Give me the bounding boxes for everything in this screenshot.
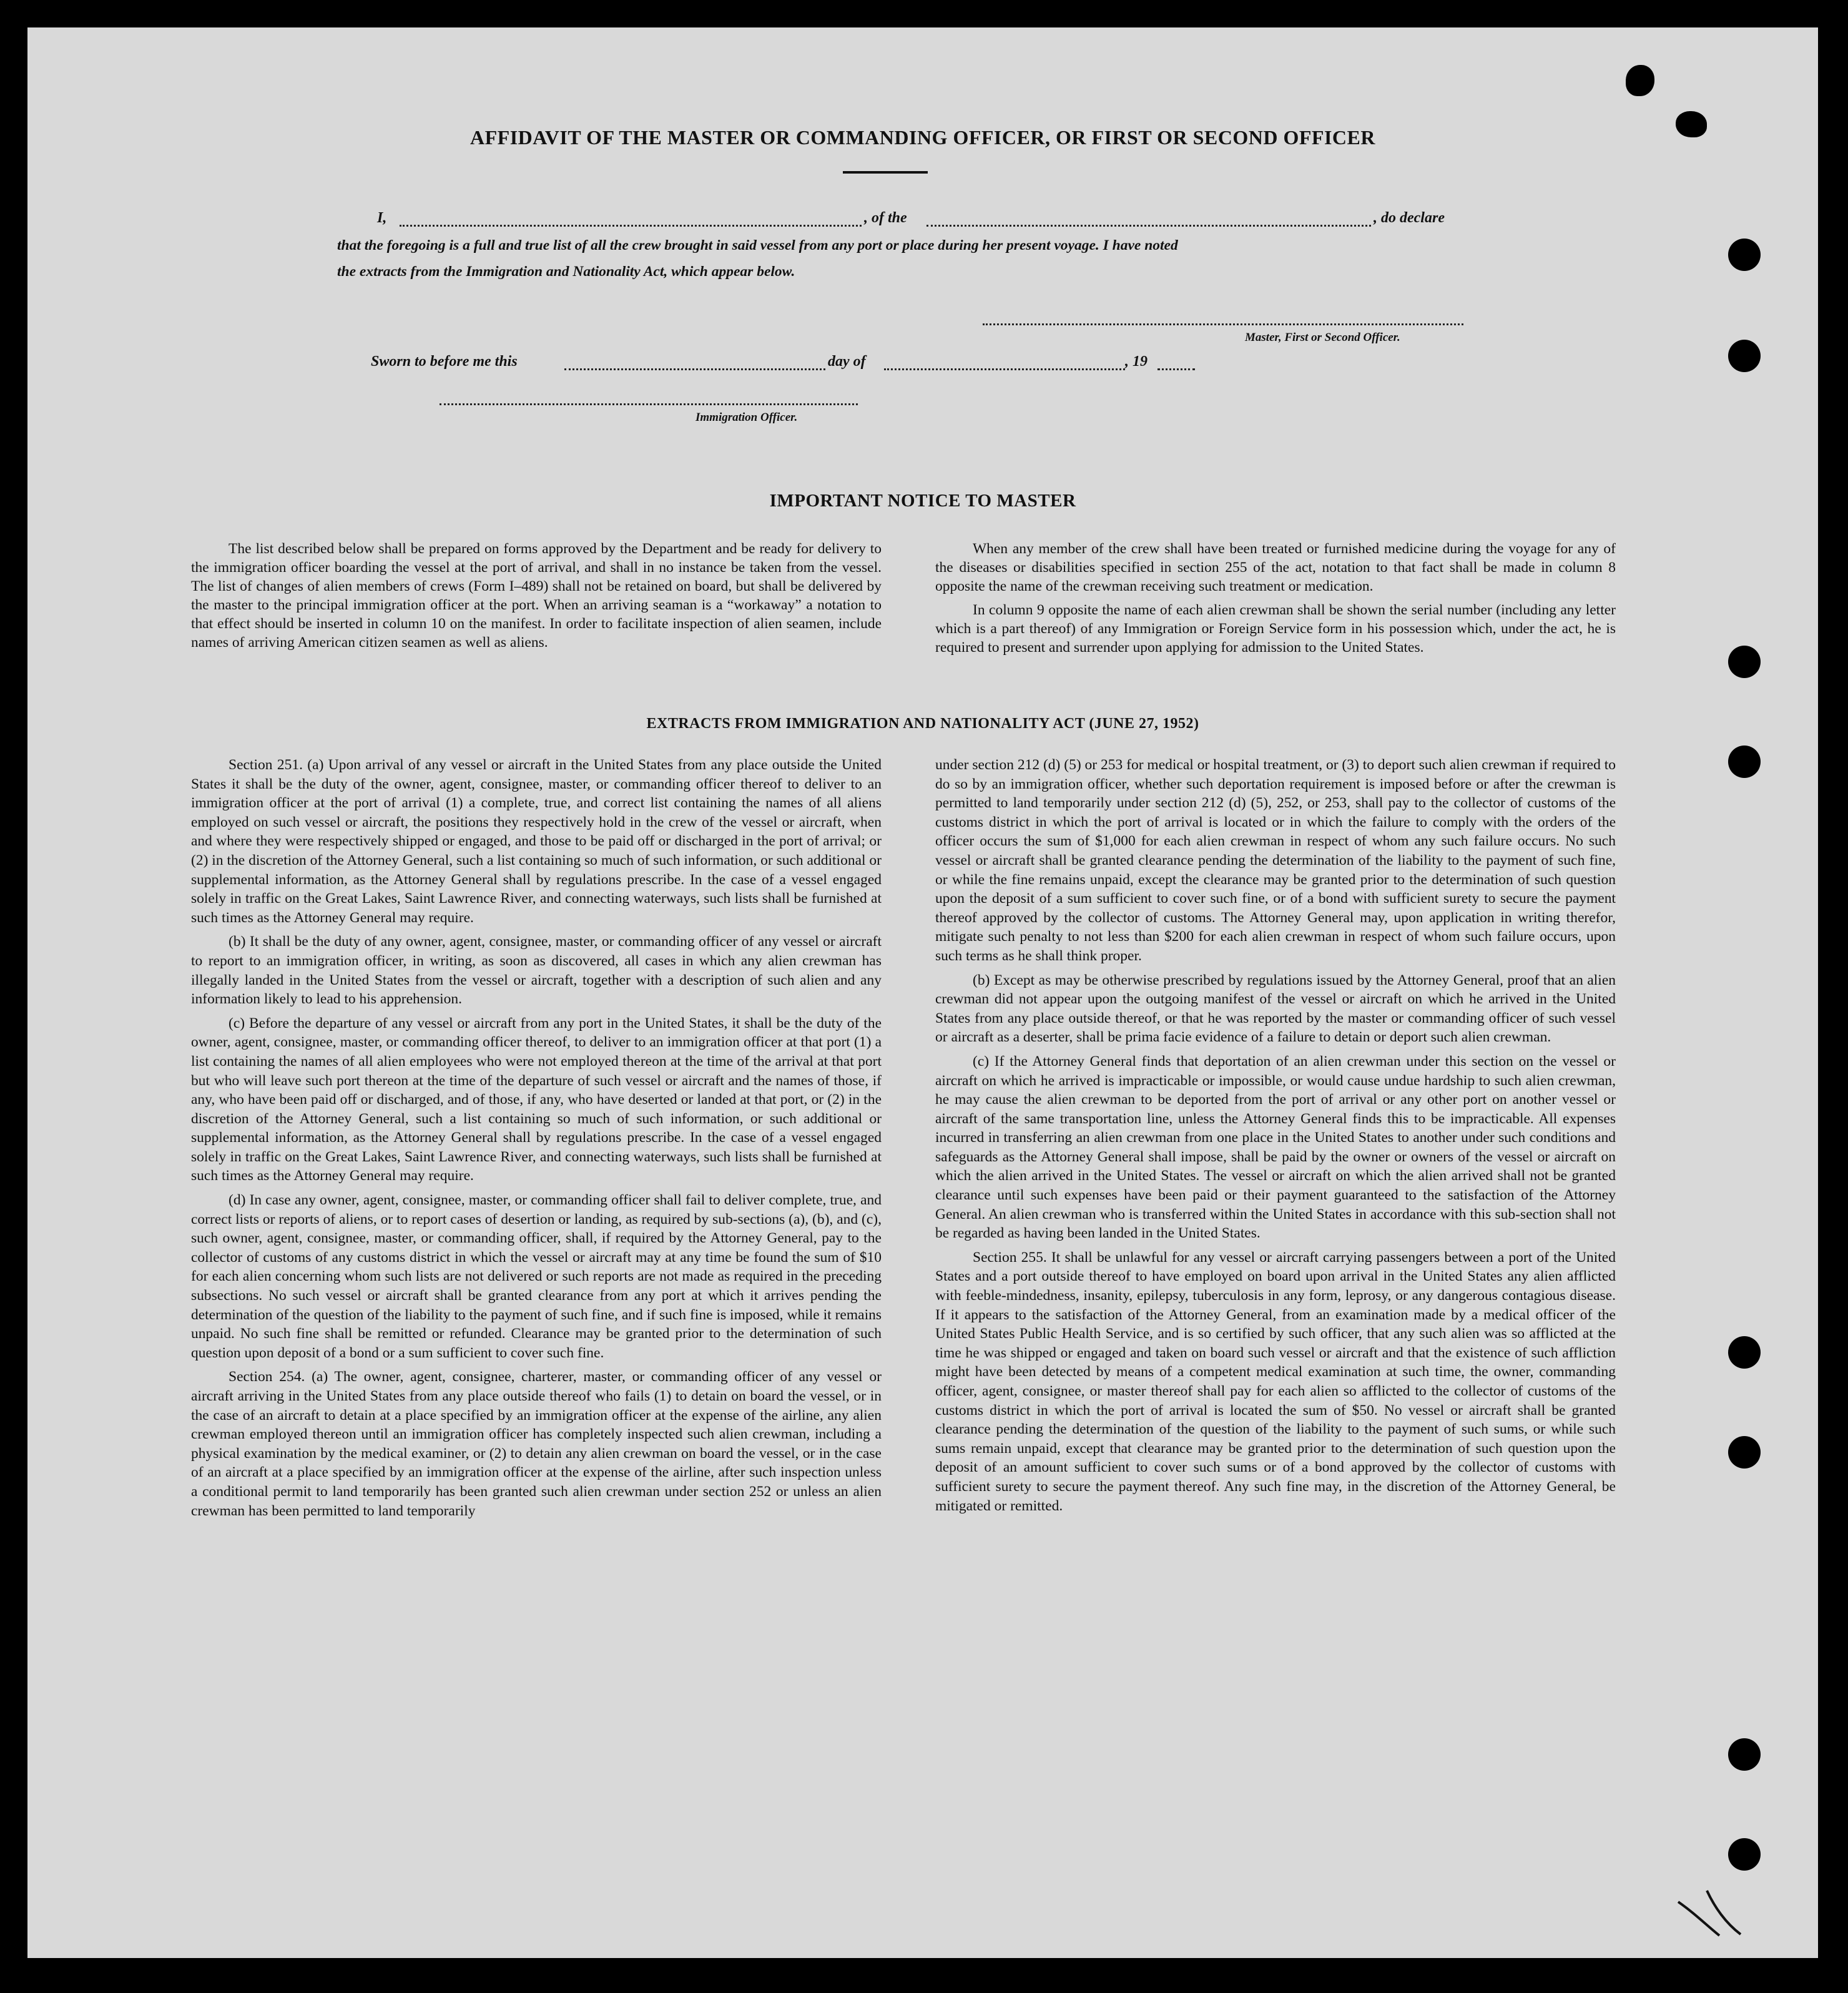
statute-paragraph: (c) Before the departure of any vessel or aircraft from any port in the United States, it shall be the duty of the owner, agent, consignee, master, or commanding officer thereof, to deliver to an immigration officer at that port (1) a list containing the names of all alien employees who were not employed thereon at the time of the arrival at that port but who will leave such port thereon at the time of the departure of such vessel or aircraft and the names of those, if any, who have been paid off or discharged, and of those, if any, who have deserted or landed at that port, or (2) in the discretion of the Attorney General, such a list containing so much of such information, or such additional or supplemental information, as the Attorney General shall by regulations prescribe. In the case of a vessel engaged solely in traffic on the Great Lakes, Saint Lawrence River, and connecting waterways, such lists shall be furnished at such times as the Attorney General may require. <box>191 1015 882 1184</box>
punch-hole-icon <box>1728 746 1761 778</box>
punch-hole-icon <box>1728 1838 1761 1871</box>
punch-hole-icon <box>1728 1436 1761 1469</box>
sworn-month-field[interactable] <box>884 368 1125 370</box>
notice-right-column <box>935 539 1616 657</box>
declaration-statement-line2: the extracts from the Immigration and Nationality Act, which appear below. <box>337 263 795 280</box>
affidavit-title: AFFIDAVIT OF THE MASTER OR COMMANDING OFFICER, OR FIRST OR SECOND OFFICER <box>470 126 1375 149</box>
declaration-declare-label: , do declare <box>1374 210 1445 226</box>
sworn-year-field[interactable] <box>1157 368 1195 370</box>
statute-paragraph: Section 251. (a) Upon arrival of any vessel or aircraft in the United States from any place outside the United States it shall be the duty of the owner, agent, consignee, master, or commanding officer thereof to deliver to an immigration officer at the port of arrival (1) a complete, true, and correct list containing the names of all aliens employed on such vessel or aircraft, the positions they respectively hold in the crew of the vessel or aircraft, when and where they were respectively shipped or engaged, and those to be paid off or discharged in the port of arrival; or (2) in the discretion of the Attorney General, such a list containing so much of such information, or such additional or supplemental information, as the Attorney General shall by regulations prescribe. In the case of a vessel engaged solely in traffic on the Great Lakes, Saint Lawrence River, and connecting waterways, such lists shall be furnished at such times as the Attorney General may require. <box>191 757 882 926</box>
title-rule <box>843 171 928 174</box>
notice-title: IMPORTANT NOTICE TO MASTER <box>769 491 1076 511</box>
statute-paragraph: (c) If the Attorney General finds that deportation of an alien crewman under this section on the vessel or aircraft on which he arrived is impracticable or impossible, or would cause undue hardship to such alien crewman, he may cause the alien crewman to be deported from the port of arrival or any other port on another vessel or aircraft of the same transportation line, unless the Attorney General finds this to be impracticable. All expenses incurred in transferring an alien crewman from one place in the United States to another under such conditions and safeguards as the Attorney General shall impose, shall be paid by the owner or owners of the vessel or aircraft on which the alien arrived in the United States. The vessel or aircraft on which the alien arrived shall not be granted clearance until such expenses have been paid or their payment guaranteed to the satisfaction of the Attorney General. An alien crewman who is transferred within the United States in accordance with this sub-section shall not be regarded as having been landed in the United States. <box>935 1053 1616 1242</box>
statute-paragraph: (d) In case any owner, agent, consignee, master, or commanding officer shall fail to deliver complete, true, and correct lists or reports of aliens, or to report cases of desertion or landing, as required by sub-sections (a), (b), and (c), such owner, agent, consignee, master, or commanding officer, shall, if required by the Attorney General, pay to the collector of customs of any customs district in which the vessel or aircraft may at any time be found the sum of $10 for each alien concerning whom such lists are not delivered or such reports are not made as required in the preceding subsections. No such vessel or aircraft shall be granted clearance from any port at which it arrives pending the determination of the question of the liability to the payment of such fine, and if such fine is imposed, while it remains unpaid. No such fine shall be remitted or refunded. Clearance may be granted prior to the determination of such question upon deposit of a bond or a sum sufficient to cover such fine. <box>191 1192 882 1361</box>
statute-paragraph: Section 255. It shall be unlawful for any vessel or aircraft carrying passengers between a port of the United States and a port outside thereof to have employed on board upon arrival in the United States any alien afflicted with feeble-mindedness, insanity, epilepsy, tuberculosis in any form, leprosy, or any dangerous contagious disease. If it appears to the satisfaction of the Attorney General, from an examination made by a medical officer of the United States Public Health Service, and is so certified by such officer, that any such alien was so afflicted at the time he was shipped or engaged and taken on board such vessel or aircraft and that the existence of such affliction might have been detected by means of a competent medical examination at such time, the owner, commanding officer, agent, consignee, or master thereof shall pay for each alien so afflicted to the collector of customs of the customs district in which the port of arrival is located the sum of $50. No vessel or aircraft shall be granted clearance pending the determination of the question of the liability to the payment of such sums, or while such sums remain unpaid, except that clearance may be granted prior to the determination of such question upon the deposit of an amount sufficient to cover such sums or of a bond approved by the collector of customs with sufficient surety to secure the payment thereof. Any such fine may, in the discretion of the Attorney General, be mitigated or remitted. <box>935 1249 1616 1514</box>
vessel-name-field[interactable] <box>926 225 1371 227</box>
declaration-of-the-label: , of the <box>864 210 907 226</box>
document-page <box>27 27 1818 1958</box>
master-signature-field[interactable] <box>983 323 1463 325</box>
statute-paragraph: Section 254. (a) The owner, agent, consignee, charterer, master, or commanding officer of any vessel or aircraft arriving in the United States from any place outside thereof who fails (1) to detain on board the vessel, or in the case of an aircraft to detain at a place specified by an immigration officer at the expense of the airline, any alien crewman employed thereon until an immigration officer has completely inspected such alien crewman, including a physical examination by the medical examiner, or (2) to detain any alien crewman on board the vessel, or in the case of an aircraft at a place specified by an immigration officer at the expense of the airline, after such inspection unless a conditional permit to land temporarily has been granted such alien crewman under section 252 or unless an alien crewman has been permitted to land temporarily <box>191 1369 882 1519</box>
sworn-label: Sworn to before me this <box>371 353 518 370</box>
declarant-name-field[interactable] <box>400 225 862 227</box>
ink-blot-icon <box>1626 65 1654 96</box>
notice-left-column <box>191 539 882 652</box>
sworn-day-field[interactable] <box>564 368 825 370</box>
notice-paragraph: In column 9 opposite the name of each alien crewman shall be shown the serial number (including any letter which is a part thereof) of any Immigration or Foreign Service form in his possession which, under the act, he is required to present and surrender upon applying for admission to the United States. <box>935 602 1616 656</box>
statute-paragraph: (b) Except as may be otherwise prescribed by regulations issued by the Attorney General, proof that an alien crewman did not appear upon the outgoing manifest of the vessel or aircraft on which he arrived in the United States from any place outside thereof, or that he was reported by the master or commanding officer of such vessel or aircraft as a deserter, shall be prima facie evidence of a failure to detain or deport such alien crewman. <box>935 972 1616 1046</box>
statute-paragraph: (b) It shall be the duty of any owner, agent, consignee, master, or commanding officer of any vessel or aircraft to report to an immigration officer, in writing, as soon as discovered, all cases in which any alien crewman has illegally landed in the United States from the vessel or aircraft, together with a description of such alien and any information likely to lead to his apprehension. <box>191 933 882 1008</box>
punch-hole-icon <box>1728 646 1761 678</box>
notice-paragraph: When any member of the crew shall have been treated or furnished medicine during the voyage for any of the diseases or disabilities specified in section 255 of the act, notation to that fact shall be made in column 8 opposite the name of the crewman receiving such treatment or medication. <box>935 541 1616 594</box>
day-of-label: day of <box>828 353 866 370</box>
punch-hole-icon <box>1728 340 1761 372</box>
statute-paragraph: under section 212 (d) (5) or 253 for medical or hospital treatment, or (3) to deport such alien crewman if required to do so by an immigration officer, whether such deportation requirement is imposed before or after the crewman is permitted to land temporarily under section 212 (d) (5), 252, or 253, shall pay to the collector of customs of the customs district in which the port of arrival is located or in which the failure to comply with the orders of the officer occurs the sum of $1,000 for each alien crewman in respect of whom any such failure occurs. No such vessel or aircraft shall be granted clearance pending the determination of the liability to the payment of such fine, or while the fine remains unpaid, except the clearance may be granted prior to the determination of such question upon the deposit of a sum sufficient to cover such fine, or of a bond with sufficient surety to secure the payment thereof approved by the collector of customs. The Attorney General may, upon application in writing therefor, mitigate such penalty to not less than $200 for each alien crewman in respect of whom such failure occurs, upon such terms as he shall think proper. <box>935 757 1616 964</box>
year-label: , 19 <box>1125 353 1148 370</box>
master-signature-label: Master, First or Second Officer. <box>1245 331 1400 344</box>
extracts-right-column <box>935 755 1616 1515</box>
punch-hole-icon <box>1728 1738 1761 1771</box>
punch-hole-icon <box>1728 1336 1761 1369</box>
declaration-i-label: I, <box>377 210 387 226</box>
immigration-officer-signature-field[interactable] <box>440 403 858 405</box>
extracts-left-column <box>191 755 882 1520</box>
immigration-officer-label: Immigration Officer. <box>695 411 798 424</box>
extracts-title: EXTRACTS FROM IMMIGRATION AND NATIONALITY ACT (JUNE 27, 1952) <box>646 716 1199 732</box>
pen-mark-icon <box>1676 1888 1744 1938</box>
punch-hole-icon <box>1728 239 1761 271</box>
ink-blot-icon <box>1676 111 1707 137</box>
notice-paragraph: The list described below shall be prepared on forms approved by the Department and be ready for delivery to the immigration officer boarding the vessel at the port of arrival, and shall in no instance be taken from the vessel. The list of changes of alien members of crews (Form I–489) shall not be retained on board, but shall be delivered by the master to the principal immigration officer at the port. When an arriving seaman is a “workaway” a notation to that effect should be inserted in column 10 on the manifest. In order to facilitate inspection of alien seamen, include names of arriving American citizen seamen as well as aliens. <box>191 541 882 651</box>
declaration-statement-line1: that the foregoing is a full and true list of all the crew brought in said vessel from any port or place during her present voyage. I have noted <box>337 237 1178 253</box>
